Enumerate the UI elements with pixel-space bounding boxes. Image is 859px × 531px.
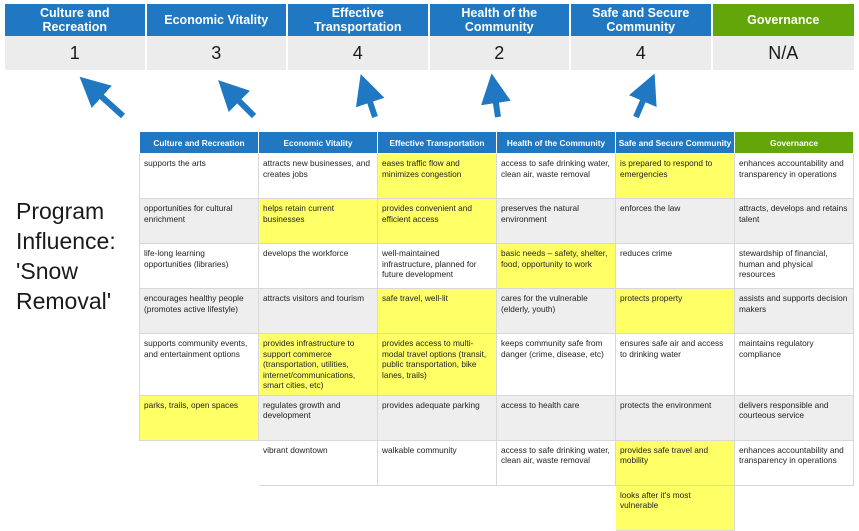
- influence-arrow: [636, 89, 648, 117]
- matrix-cell: protects property: [616, 289, 735, 334]
- matrix-cell: provides adequate parking: [378, 395, 497, 440]
- scorecard-column-score: 3: [147, 36, 289, 70]
- matrix-row: [140, 440, 854, 485]
- matrix-cell: helps retain current businesses: [259, 199, 378, 244]
- matrix-cell: access to health care: [497, 395, 616, 440]
- matrix-cell: develops the workforce: [259, 244, 378, 289]
- influence-arrow: [92, 88, 123, 116]
- matrix-cell: enhances accountability and transparency in operations: [735, 154, 854, 199]
- matrix-column-header: Health of the Community: [497, 132, 616, 154]
- matrix-cell: provides convenient and efficient access: [378, 199, 497, 244]
- matrix-cell: parks, trails, open spaces: [140, 395, 259, 440]
- scorecard-column-title: Governance: [713, 4, 855, 36]
- matrix-cell: access to safe drinking water, clean air, waste removal: [497, 440, 616, 485]
- influence-arrow: [230, 92, 254, 116]
- matrix-body: [140, 154, 854, 531]
- matrix-cell: encourages healthy people (promotes active lifestyle): [140, 289, 259, 334]
- scorecard-column-score: N/A: [713, 36, 855, 70]
- matrix-cell: basic needs – safety, shelter, food, opportunity to work: [497, 244, 616, 289]
- scorecard-column-title: Health of the Community: [430, 4, 572, 36]
- matrix-cell: delivers responsible and courteous service: [735, 395, 854, 440]
- matrix-cell: [259, 485, 378, 530]
- matrix-cell: enhances accountability and transparency in operations: [735, 440, 854, 485]
- scorecard-column: [571, 4, 713, 70]
- matrix-cell: [497, 485, 616, 530]
- program-influence-caption: [16, 196, 136, 316]
- scorecard-column-title: Culture and Recreation: [5, 4, 147, 36]
- matrix-cell: maintains regulatory compliance: [735, 334, 854, 396]
- scorecard-column-score: 1: [5, 36, 147, 70]
- matrix-cell: assists and supports decision makers: [735, 289, 854, 334]
- influence-arrow: [366, 90, 375, 117]
- matrix-cell: supports the arts: [140, 154, 259, 199]
- matrix-cell: provides access to multi-modal travel options (transit, public transportation, bike lanes, trails): [378, 334, 497, 396]
- matrix-row: [140, 334, 854, 396]
- matrix-row: [140, 244, 854, 289]
- matrix-cell: life-long learning opportunities (libraries): [140, 244, 259, 289]
- matrix-cell: protects the environment: [616, 395, 735, 440]
- scorecard-column-title: Safe and Secure Community: [571, 4, 713, 36]
- matrix-cell: attracts, develops and retains talent: [735, 199, 854, 244]
- scorecard-column: [5, 4, 147, 70]
- matrix-header-row: [140, 132, 854, 154]
- scorecard-header-band: [5, 4, 854, 70]
- matrix-cell: [140, 485, 259, 530]
- influence-arrow: [494, 90, 498, 117]
- matrix-cell: stewardship of financial, human and physical resources: [735, 244, 854, 289]
- matrix-column-header: Safe and Secure Community: [616, 132, 735, 154]
- matrix-cell: [735, 485, 854, 530]
- matrix-row: [140, 395, 854, 440]
- matrix-cell: access to safe drinking water, clean air, waste removal: [497, 154, 616, 199]
- matrix-row: [140, 154, 854, 199]
- scorecard-column-score: 4: [571, 36, 713, 70]
- scorecard-column-score: 2: [430, 36, 572, 70]
- scorecard-column: [430, 4, 572, 70]
- scorecard-column-title: Effective Transportation: [288, 4, 430, 36]
- matrix-column-header: Culture and Recreation: [140, 132, 259, 154]
- matrix-row: [140, 199, 854, 244]
- matrix-cell: cares for the vulnerable (elderly, youth): [497, 289, 616, 334]
- matrix-cell: walkable community: [378, 440, 497, 485]
- scorecard-column-title: Economic Vitality: [147, 4, 289, 36]
- matrix-column-header: Governance: [735, 132, 854, 154]
- matrix-cell: reduces crime: [616, 244, 735, 289]
- caption-line-1: Program: [16, 198, 105, 224]
- matrix-cell: keeps community safe from danger (crime, disease, etc): [497, 334, 616, 396]
- scorecard-column: [288, 4, 430, 70]
- caption-line-4: Removal': [16, 288, 112, 314]
- matrix-cell: [140, 440, 259, 485]
- matrix-cell: is prepared to respond to emergencies: [616, 154, 735, 199]
- scorecard-column-score: 4: [288, 36, 430, 70]
- scorecard-column: [147, 4, 289, 70]
- influence-matrix: [139, 131, 854, 531]
- matrix-cell: well-maintained infrastructure, planned for future development: [378, 244, 497, 289]
- matrix-cell: enforces the law: [616, 199, 735, 244]
- matrix-cell: attracts visitors and tourism: [259, 289, 378, 334]
- matrix-cell: regulates growth and development: [259, 395, 378, 440]
- matrix-cell: ensures safe air and access to drinking water: [616, 334, 735, 396]
- matrix-cell: safe travel, well-lit: [378, 289, 497, 334]
- matrix-column-header: Effective Transportation: [378, 132, 497, 154]
- caption-line-3: 'Snow: [16, 258, 78, 284]
- matrix-cell: eases traffic flow and minimizes congestion: [378, 154, 497, 199]
- matrix-cell: supports community events, and entertainment options: [140, 334, 259, 396]
- caption-line-2: Influence:: [16, 228, 116, 254]
- matrix-cell: [378, 485, 497, 530]
- matrix-column-header: Economic Vitality: [259, 132, 378, 154]
- matrix-row: [140, 485, 854, 530]
- matrix-cell: looks after it's most vulnerable: [616, 485, 735, 530]
- matrix-cell: attracts new businesses, and creates jobs: [259, 154, 378, 199]
- matrix-cell: opportunities for cultural enrichment: [140, 199, 259, 244]
- matrix-row: [140, 289, 854, 334]
- matrix-cell: provides safe travel and mobility: [616, 440, 735, 485]
- scorecard-column: [713, 4, 855, 70]
- matrix-cell: vibrant downtown: [259, 440, 378, 485]
- matrix-cell: provides infrastructure to support commerce (transportation, utilities, internet/communications, smart cities, etc): [259, 334, 378, 396]
- matrix-cell: preserves the natural environment: [497, 199, 616, 244]
